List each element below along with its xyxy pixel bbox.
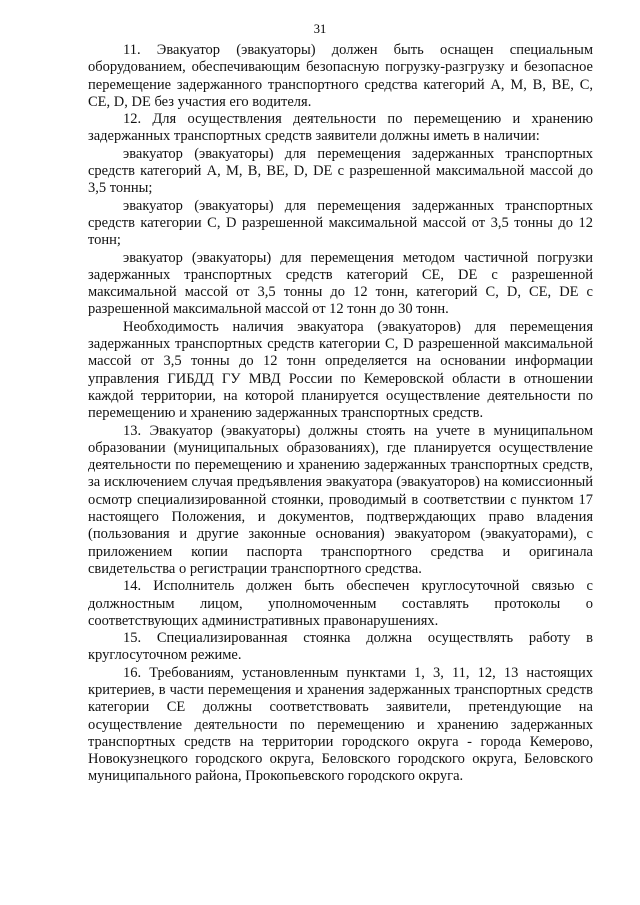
paragraph-item-14: 14. Исполнитель должен быть обеспечен круглосуточной связью с должностным лицом, уполномоченным составлять протоколы о соответствующих административных правонарушениях. <box>88 578 593 629</box>
paragraph-tow-truck-partial-load: эвакуатор (эвакуаторы) для перемещения методом частичной погрузки задержанных транспортных средств категорий CE, DE с разрешенной максимальной массой от 3,5 тонны до 12 тонн, категорий C, D, CE, DE с разрешенной максимальной массой от 12 тонн до 30 тонн. <box>88 249 593 318</box>
paragraph-necessity: Необходимость наличия эвакуатора (эвакуаторов) для перемещения задержанных транспортных средств категории C, D разрешенной максимальной массой от 3,5 тонны до 12 тонн определяется на основании информации управления ГИБДД ГУ МВД России по Кемеровской области в отношении каждой территории, на которой планируется осуществление деятельности по перемещению и хранению задержанных транспортных средств. <box>88 318 593 422</box>
document-body <box>88 42 593 786</box>
paragraph-item-15: 15. Специализированная стоянка должна осуществлять работу в круглосуточном режиме. <box>88 630 593 664</box>
paragraph-item-13: 13. Эвакуатор (эвакуаторы) должны стоять на учете в муниципальном образовании (муниципальных образованиях), где планируется осуществление деятельности по перемещению и хранению задержанных транспортных средств, за исключением случая предъявления эвакуатора (эвакуаторов) на комиссионный осмотр специализированной стоянки, проводимый в соответствии с пунктом 17 настоящего Положения, и документов, подтверждающих право владения (пользования и другие законные основания) эвакуатором (эвакуаторами), с приложением копии паспорта транспортного средства и оригинала свидетельства о регистрации транспортного средства. <box>88 422 593 577</box>
paragraph-item-12: 12. Для осуществления деятельности по перемещению и хранению задержанных транспортных средств заявители должны иметь в наличии: <box>88 111 593 145</box>
page-number: 31 <box>313 22 327 36</box>
paragraph-tow-truck-light: эвакуатор (эвакуаторы) для перемещения задержанных транспортных средств категорий A, M, B, BE, D, DE с разрешенной максимальной массой до 3,5 тонны; <box>88 145 593 197</box>
paragraph-tow-truck-medium: эвакуатор (эвакуаторы) для перемещения задержанных транспортных средств категории C, D разрешенной максимальной массой от 3,5 тонны до 12 тонн; <box>88 197 593 249</box>
paragraph-item-16: 16. Требованиям, установленным пунктами 1, 3, 11, 12, 13 настоящих критериев, в части перемещения и хранения задержанных транспортных средств категории CE должны соответствовать заявители, претендующие на осуществление деятельности по перемещению и хранению задержанных транспортных средств на территории городского округа - города Кемерово, Новокузнецкого городского округа, Беловского городского округа, Беловского муниципального района, Прокопьевского городского округа. <box>88 664 593 785</box>
paragraph-item-11: 11. Эвакуатор (эвакуаторы) должен быть оснащен специальным оборудованием, обеспечивающим безопасную погрузку-разгрузку и безопасное перемещение задержанного транспортного средства категорий A, M, B, BE, C, CE, D, DE без участия его водителя. <box>88 42 593 110</box>
